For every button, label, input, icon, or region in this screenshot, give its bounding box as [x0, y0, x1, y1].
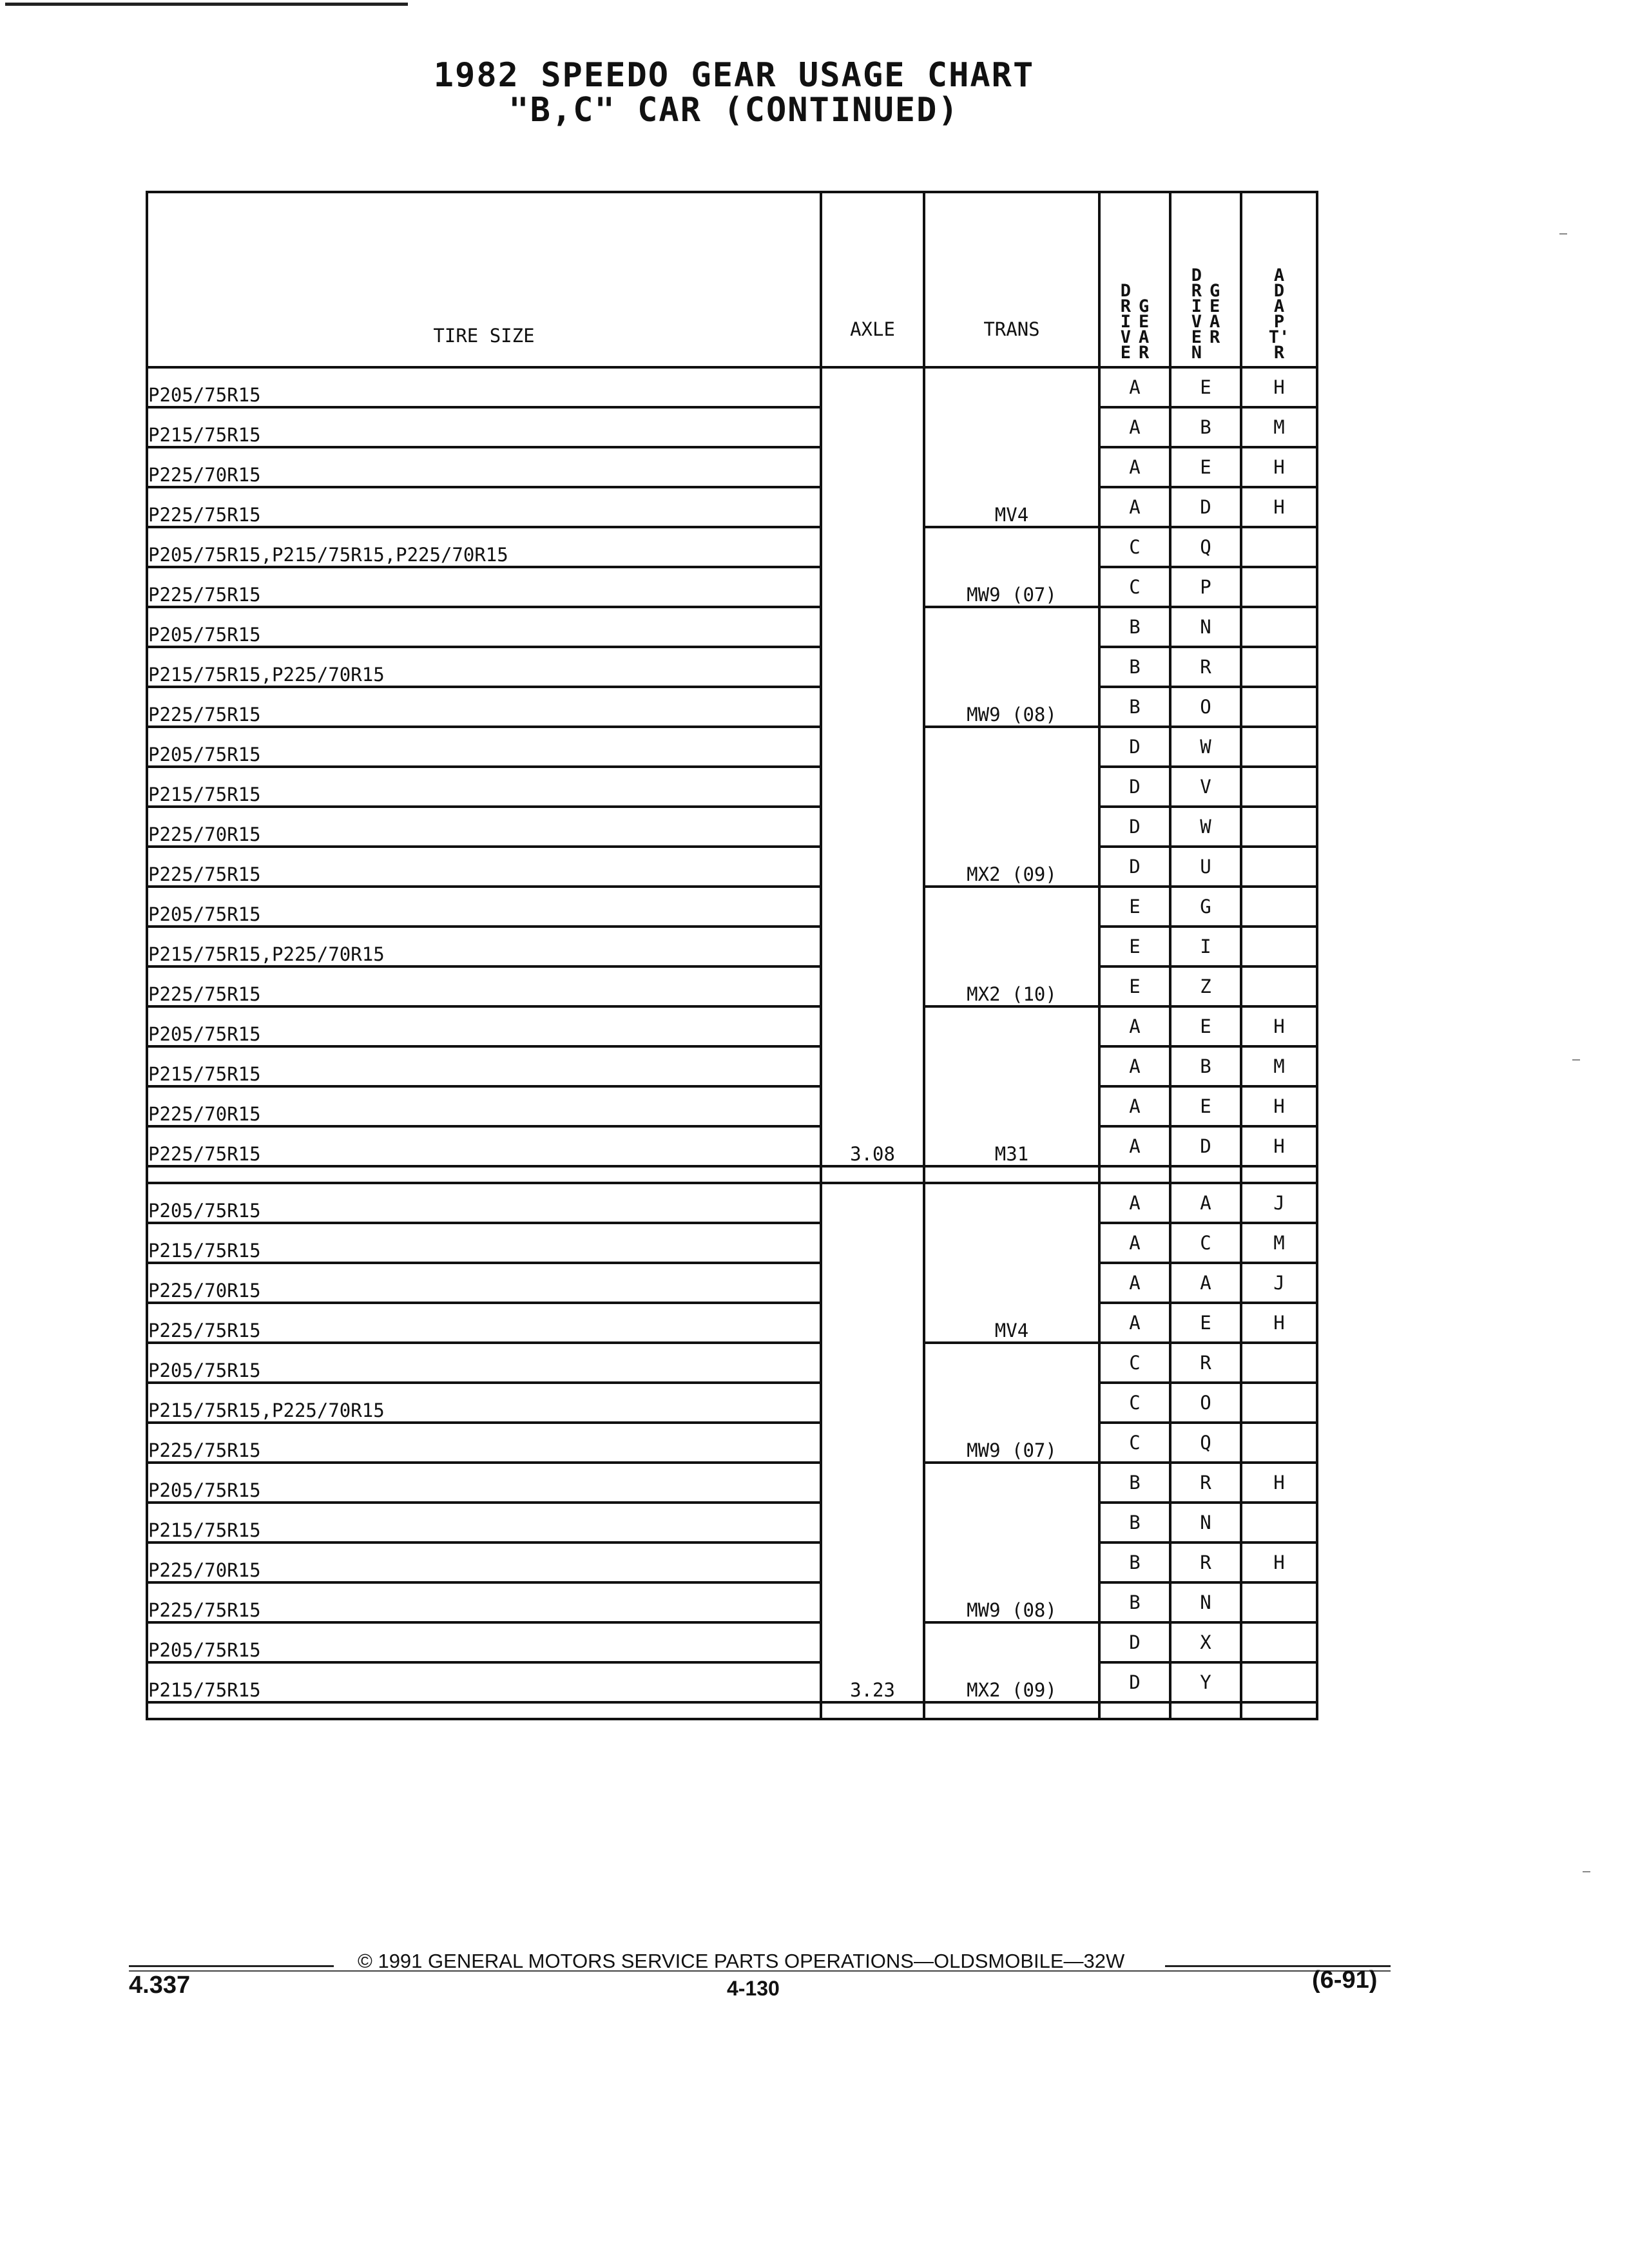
- spacer-cell: [1170, 1702, 1241, 1719]
- driven-gear-cell: N: [1170, 1582, 1241, 1622]
- tire-size-cell: P215/75R15: [147, 767, 821, 807]
- drive-gear-cell: E: [1099, 887, 1170, 927]
- tire-size-cell: P205/75R15: [147, 1343, 821, 1383]
- drive-gear-cell: A: [1099, 1046, 1170, 1086]
- table-row: [147, 447, 1317, 487]
- driven-gear-cell: R: [1170, 1542, 1241, 1582]
- speedo-gear-chart: [146, 191, 1316, 1720]
- adapter-cell: H: [1241, 1463, 1317, 1503]
- table-row: [147, 1662, 1317, 1702]
- adapter-cell: J: [1241, 1263, 1317, 1303]
- table-row: [147, 767, 1317, 807]
- axle-header: AXLE: [821, 192, 924, 367]
- title-line-1: 1982 SPEEDO GEAR USAGE CHART: [433, 56, 1035, 95]
- tire-size-cell: P215/75R15,P225/70R15: [147, 927, 821, 966]
- table-row: [147, 1383, 1317, 1423]
- trans-header: TRANS: [924, 192, 1099, 367]
- tire-size-cell: P215/75R15: [147, 1662, 821, 1702]
- tire-size-cell: P225/75R15: [147, 1423, 821, 1463]
- table-row: [147, 567, 1317, 607]
- adapter-cell: H: [1241, 367, 1317, 407]
- driven-gear-cell: Y: [1170, 1662, 1241, 1702]
- adapter-cell: H: [1241, 1086, 1317, 1126]
- adapter-cell: M: [1241, 407, 1317, 447]
- drive-gear-cell: D: [1099, 1622, 1170, 1662]
- table-row: [147, 1223, 1317, 1263]
- adapter-cell: H: [1241, 447, 1317, 487]
- tire-size-header: TIRE SIZE: [147, 192, 821, 367]
- axle-ratio-cell: 3.23: [821, 1183, 924, 1702]
- margin-mark: [1572, 1059, 1580, 1061]
- table-row: [147, 1503, 1317, 1542]
- drive-gear-cell: B: [1099, 687, 1170, 727]
- drive-gear-cell: D: [1099, 727, 1170, 767]
- page-title: [0, 58, 1629, 128]
- drive-gear-cell: B: [1099, 1503, 1170, 1542]
- title-line-2: "B,C" CAR (CONTINUED): [508, 91, 959, 130]
- adapter-cell: [1241, 887, 1317, 927]
- adapter-cell: M: [1241, 1223, 1317, 1263]
- drive-gear-cell: C: [1099, 1423, 1170, 1463]
- adapter-cell: [1241, 767, 1317, 807]
- tire-size-cell: P205/75R15: [147, 887, 821, 927]
- drive-gear-cell: A: [1099, 487, 1170, 527]
- tire-size-cell: P205/75R15: [147, 1183, 821, 1223]
- tire-size-cell: P205/75R15: [147, 1006, 821, 1046]
- table-row: [147, 647, 1317, 687]
- margin-mark: [1583, 1871, 1590, 1872]
- drive-gear-cell: D: [1099, 1662, 1170, 1702]
- drive-gear-cell: A: [1099, 1183, 1170, 1223]
- driven-gear-cell: Z: [1170, 966, 1241, 1006]
- table-row: [147, 1423, 1317, 1463]
- driven-gear-cell: E: [1170, 1303, 1241, 1343]
- tire-size-cell: P225/75R15: [147, 687, 821, 727]
- tire-size-cell: P205/75R15,P215/75R15,P225/70R15: [147, 527, 821, 567]
- drive-gear-cell: C: [1099, 1383, 1170, 1423]
- drive-gear-cell: D: [1099, 847, 1170, 887]
- drive-gear-cell: C: [1099, 567, 1170, 607]
- driven-gear-cell: B: [1170, 1046, 1241, 1086]
- spacer-cell: [821, 1166, 924, 1183]
- table-row: [147, 607, 1317, 647]
- drive-gear-cell: E: [1099, 966, 1170, 1006]
- table-row: [147, 1006, 1317, 1046]
- driven-gear-cell: A: [1170, 1183, 1241, 1223]
- tire-size-cell: P205/75R15: [147, 607, 821, 647]
- table-row: [147, 1046, 1317, 1086]
- driven-gear-header: D R I V E N G E A R: [1170, 192, 1241, 367]
- drive-gear-cell: E: [1099, 927, 1170, 966]
- driven-gear-cell: N: [1170, 607, 1241, 647]
- driven-gear-cell: C: [1170, 1223, 1241, 1263]
- transmission-cell: MX2 (09): [924, 1622, 1099, 1702]
- table-row: [147, 727, 1317, 767]
- table-row: [147, 887, 1317, 927]
- gear-usage-table: [146, 191, 1318, 1720]
- table-row: [147, 1463, 1317, 1503]
- driven-gear-cell: I: [1170, 927, 1241, 966]
- tire-size-cell: P215/75R15: [147, 1046, 821, 1086]
- drive-gear-cell: B: [1099, 1542, 1170, 1582]
- tire-size-cell: P215/75R15: [147, 407, 821, 447]
- driven-gear-cell: V: [1170, 767, 1241, 807]
- driven-gear-cell: E: [1170, 1006, 1241, 1046]
- tire-size-cell: P225/75R15: [147, 487, 821, 527]
- adapter-cell: [1241, 1582, 1317, 1622]
- adapter-cell: [1241, 847, 1317, 887]
- table-row: [147, 1086, 1317, 1126]
- adapter-cell: [1241, 687, 1317, 727]
- transmission-cell: MW9 (08): [924, 1463, 1099, 1622]
- adapter-cell: [1241, 527, 1317, 567]
- adapter-cell: H: [1241, 487, 1317, 527]
- tire-size-cell: P225/70R15: [147, 1263, 821, 1303]
- adapter-header: A D A P T' R: [1241, 192, 1317, 367]
- drive-gear-cell: A: [1099, 1126, 1170, 1166]
- table-row: [147, 1622, 1317, 1662]
- drive-gear-cell: A: [1099, 367, 1170, 407]
- adapter-cell: M: [1241, 1046, 1317, 1086]
- tire-size-cell: P225/75R15: [147, 1303, 821, 1343]
- drive-gear-cell: B: [1099, 647, 1170, 687]
- footer-rule: [129, 1965, 334, 1967]
- driven-gear-cell: B: [1170, 407, 1241, 447]
- adapter-cell: H: [1241, 1303, 1317, 1343]
- drive-gear-cell: B: [1099, 1463, 1170, 1503]
- adapter-cell: H: [1241, 1126, 1317, 1166]
- table-row: [147, 367, 1317, 407]
- driven-gear-cell: E: [1170, 1086, 1241, 1126]
- adapter-cell: [1241, 1383, 1317, 1423]
- driven-gear-cell: R: [1170, 1463, 1241, 1503]
- tire-size-cell: P205/75R15: [147, 1463, 821, 1503]
- axle-ratio-cell: 3.08: [821, 367, 924, 1166]
- adapter-cell: [1241, 567, 1317, 607]
- header-row: [147, 192, 1317, 367]
- tire-size-cell: P225/70R15: [147, 807, 821, 847]
- drive-gear-header: D R I V E G E A R: [1099, 192, 1170, 367]
- driven-gear-cell: W: [1170, 807, 1241, 847]
- tire-size-cell: P205/75R15: [147, 727, 821, 767]
- table-row: [147, 527, 1317, 567]
- tire-size-cell: P215/75R15: [147, 1223, 821, 1263]
- transmission-cell: MW9 (08): [924, 607, 1099, 727]
- table-row: [147, 1183, 1317, 1223]
- adapter-cell: [1241, 647, 1317, 687]
- drive-gear-cell: A: [1099, 1006, 1170, 1046]
- tire-size-cell: P215/75R15,P225/70R15: [147, 647, 821, 687]
- adapter-cell: [1241, 1662, 1317, 1702]
- table-row: [147, 1303, 1317, 1343]
- driven-gear-cell: Q: [1170, 1423, 1241, 1463]
- section-spacer: [147, 1702, 1317, 1719]
- table-row: [147, 1263, 1317, 1303]
- spacer-cell: [147, 1166, 821, 1183]
- section-spacer: [147, 1166, 1317, 1183]
- table-row: [147, 847, 1317, 887]
- table-row: [147, 1343, 1317, 1383]
- table-row: [147, 966, 1317, 1006]
- driven-gear-cell: D: [1170, 1126, 1241, 1166]
- table-row: [147, 927, 1317, 966]
- spacer-cell: [821, 1702, 924, 1719]
- spacer-cell: [1099, 1166, 1170, 1183]
- driven-gear-cell: G: [1170, 887, 1241, 927]
- drive-gear-cell: C: [1099, 527, 1170, 567]
- driven-gear-cell: O: [1170, 1383, 1241, 1423]
- drive-gear-cell: A: [1099, 1263, 1170, 1303]
- center-page-number: 4-130: [727, 1977, 780, 2000]
- drive-gear-cell: D: [1099, 807, 1170, 847]
- driven-gear-cell: X: [1170, 1622, 1241, 1662]
- spacer-cell: [1241, 1166, 1317, 1183]
- transmission-cell: MX2 (09): [924, 727, 1099, 887]
- tire-size-cell: P225/70R15: [147, 1542, 821, 1582]
- driven-gear-cell: N: [1170, 1503, 1241, 1542]
- transmission-cell: MV4: [924, 1183, 1099, 1343]
- drive-gear-cell: B: [1099, 607, 1170, 647]
- table-row: [147, 407, 1317, 447]
- adapter-cell: H: [1241, 1006, 1317, 1046]
- adapter-cell: [1241, 807, 1317, 847]
- drive-gear-cell: B: [1099, 1582, 1170, 1622]
- drive-gear-cell: A: [1099, 407, 1170, 447]
- table-row: [147, 487, 1317, 527]
- revision-date: (6-91): [1312, 1966, 1378, 1994]
- tire-size-cell: P215/75R15: [147, 1503, 821, 1542]
- drive-gear-cell: A: [1099, 1086, 1170, 1126]
- driven-gear-cell: D: [1170, 487, 1241, 527]
- driven-gear-cell: E: [1170, 447, 1241, 487]
- transmission-cell: MX2 (10): [924, 887, 1099, 1006]
- copyright-text: © 1991 GENERAL MOTORS SERVICE PARTS OPERATIONS—OLDSMOBILE—32W: [358, 1950, 1125, 1972]
- driven-gear-cell: P: [1170, 567, 1241, 607]
- tire-size-cell: P225/75R15: [147, 1582, 821, 1622]
- adapter-cell: J: [1241, 1183, 1317, 1223]
- adapter-cell: [1241, 927, 1317, 966]
- driven-gear-cell: Q: [1170, 527, 1241, 567]
- adapter-cell: [1241, 607, 1317, 647]
- tire-size-cell: P225/75R15: [147, 567, 821, 607]
- tire-size-cell: P225/70R15: [147, 447, 821, 487]
- driven-gear-cell: E: [1170, 367, 1241, 407]
- spacer-cell: [1241, 1702, 1317, 1719]
- top-rule: [5, 3, 408, 6]
- driven-gear-cell: U: [1170, 847, 1241, 887]
- drive-gear-cell: A: [1099, 447, 1170, 487]
- table-row: [147, 807, 1317, 847]
- adapter-cell: [1241, 1503, 1317, 1542]
- margin-mark: [1559, 233, 1567, 235]
- adapter-cell: H: [1241, 1542, 1317, 1582]
- table-row: [147, 687, 1317, 727]
- adapter-cell: [1241, 727, 1317, 767]
- tire-size-cell: P205/75R15: [147, 1622, 821, 1662]
- transmission-cell: M31: [924, 1006, 1099, 1166]
- adapter-cell: [1241, 966, 1317, 1006]
- drive-gear-cell: C: [1099, 1343, 1170, 1383]
- tire-size-cell: P225/75R15: [147, 1126, 821, 1166]
- driven-gear-cell: O: [1170, 687, 1241, 727]
- adapter-cell: [1241, 1423, 1317, 1463]
- drive-gear-cell: D: [1099, 767, 1170, 807]
- spacer-cell: [1099, 1702, 1170, 1719]
- spacer-cell: [924, 1166, 1099, 1183]
- transmission-cell: MW9 (07): [924, 1343, 1099, 1463]
- spacer-cell: [1170, 1166, 1241, 1183]
- driven-gear-cell: R: [1170, 1343, 1241, 1383]
- page-number: 4.337: [129, 1972, 191, 1999]
- transmission-cell: MV4: [924, 367, 1099, 527]
- tire-size-cell: P225/75R15: [147, 966, 821, 1006]
- adapter-cell: [1241, 1343, 1317, 1383]
- drive-gear-cell: A: [1099, 1303, 1170, 1343]
- tire-size-cell: P215/75R15,P225/70R15: [147, 1383, 821, 1423]
- spacer-cell: [924, 1702, 1099, 1719]
- drive-gear-cell: A: [1099, 1223, 1170, 1263]
- adapter-cell: [1241, 1622, 1317, 1662]
- driven-gear-cell: R: [1170, 647, 1241, 687]
- driven-gear-cell: A: [1170, 1263, 1241, 1303]
- spacer-cell: [147, 1702, 821, 1719]
- table-row: [147, 1126, 1317, 1166]
- table-row: [147, 1542, 1317, 1582]
- driven-gear-cell: W: [1170, 727, 1241, 767]
- transmission-cell: MW9 (07): [924, 527, 1099, 607]
- tire-size-cell: P205/75R15: [147, 367, 821, 407]
- tire-size-cell: P225/70R15: [147, 1086, 821, 1126]
- tire-size-cell: P225/75R15: [147, 847, 821, 887]
- table-row: [147, 1582, 1317, 1622]
